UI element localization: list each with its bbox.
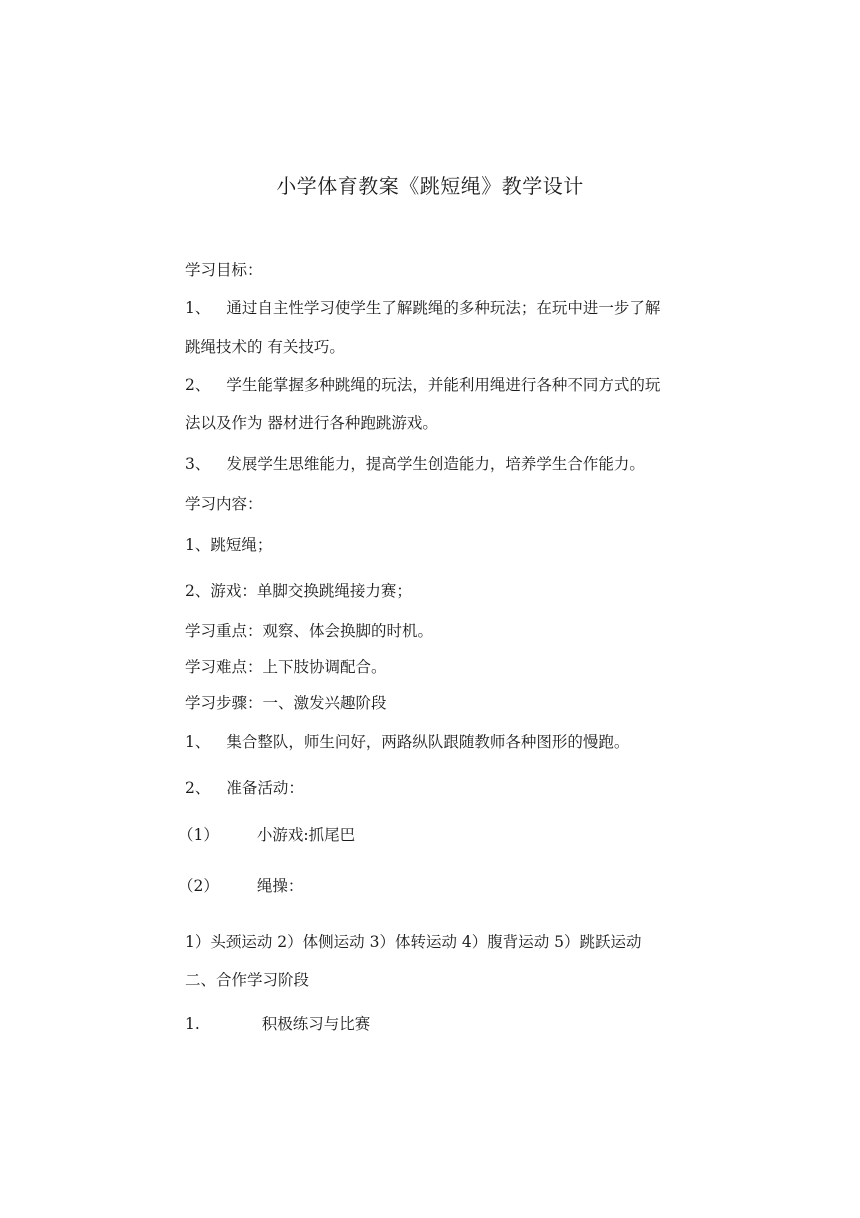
goal-1-line-1 bbox=[185, 297, 660, 319]
step-1-number: 1、 bbox=[185, 733, 211, 751]
sub-item-2-line bbox=[178, 875, 303, 897]
goal-1-text: 通过自主性学习使学生了解跳绳的多种玩法；在玩中进一步了解 bbox=[226, 299, 661, 317]
phase-2-heading: 二、合作学习阶段 bbox=[185, 971, 310, 989]
content-item-1: 1、跳短绳； bbox=[185, 536, 273, 554]
document-title: 小学体育教案《跳短绳》教学设计 bbox=[276, 174, 584, 198]
sub-item-1-number: （1） bbox=[178, 826, 219, 844]
step-2-text: 准备活动： bbox=[226, 779, 304, 797]
phase-2-item-number: 1. bbox=[185, 1015, 200, 1033]
goal-3-text: 发展学生思维能力，提高学生创造能力，培养学生合作能力。 bbox=[226, 455, 645, 473]
content-item-2: 2、游戏：单脚交换跳绳接力赛； bbox=[185, 582, 412, 600]
sub-item-2-number: （2） bbox=[178, 877, 219, 895]
phase-2-item-line bbox=[185, 1013, 370, 1035]
key-point: 学习重点：观察、体会换脚的时机。 bbox=[185, 622, 434, 640]
sub-item-2-text: 绳操： bbox=[256, 877, 304, 895]
exercise-list: 1）头颈运动 2）体侧运动 3）体转运动 4）腹背运动 5）跳跃运动 bbox=[185, 933, 642, 951]
difficulty: 学习难点：上下肢协调配合。 bbox=[185, 658, 387, 676]
phase-2-item-text: 积极练习与比赛 bbox=[261, 1015, 371, 1033]
goal-2-line-2: 法以及作为 器材进行各种跑跳游戏。 bbox=[185, 414, 438, 432]
step-1-line bbox=[185, 731, 629, 753]
step-2-line bbox=[185, 777, 304, 799]
step-1-text: 集合整队，师生问好，两路纵队跟随教师各种图形的慢跑。 bbox=[226, 733, 630, 751]
content-heading: 学习内容： bbox=[185, 495, 263, 513]
goals-heading: 学习目标： bbox=[185, 261, 263, 279]
goal-2-number: 2、 bbox=[185, 376, 211, 394]
goal-1-line-2: 跳绳技术的 有关技巧。 bbox=[185, 338, 345, 356]
goal-3-number: 3、 bbox=[185, 455, 211, 473]
sub-item-1-line bbox=[178, 824, 355, 846]
steps-heading: 学习步骤：一、激发兴趣阶段 bbox=[185, 694, 387, 712]
step-2-number: 2、 bbox=[185, 779, 211, 797]
goal-1-number: 1、 bbox=[185, 299, 211, 317]
goal-2-text: 学生能掌握多种跳绳的玩法，并能利用绳进行各种不同方式的玩 bbox=[226, 376, 661, 394]
sub-item-1-text: 小游戏:抓尾巴 bbox=[256, 826, 356, 844]
goal-3-line bbox=[185, 453, 645, 475]
goal-2-line-1 bbox=[185, 374, 660, 396]
